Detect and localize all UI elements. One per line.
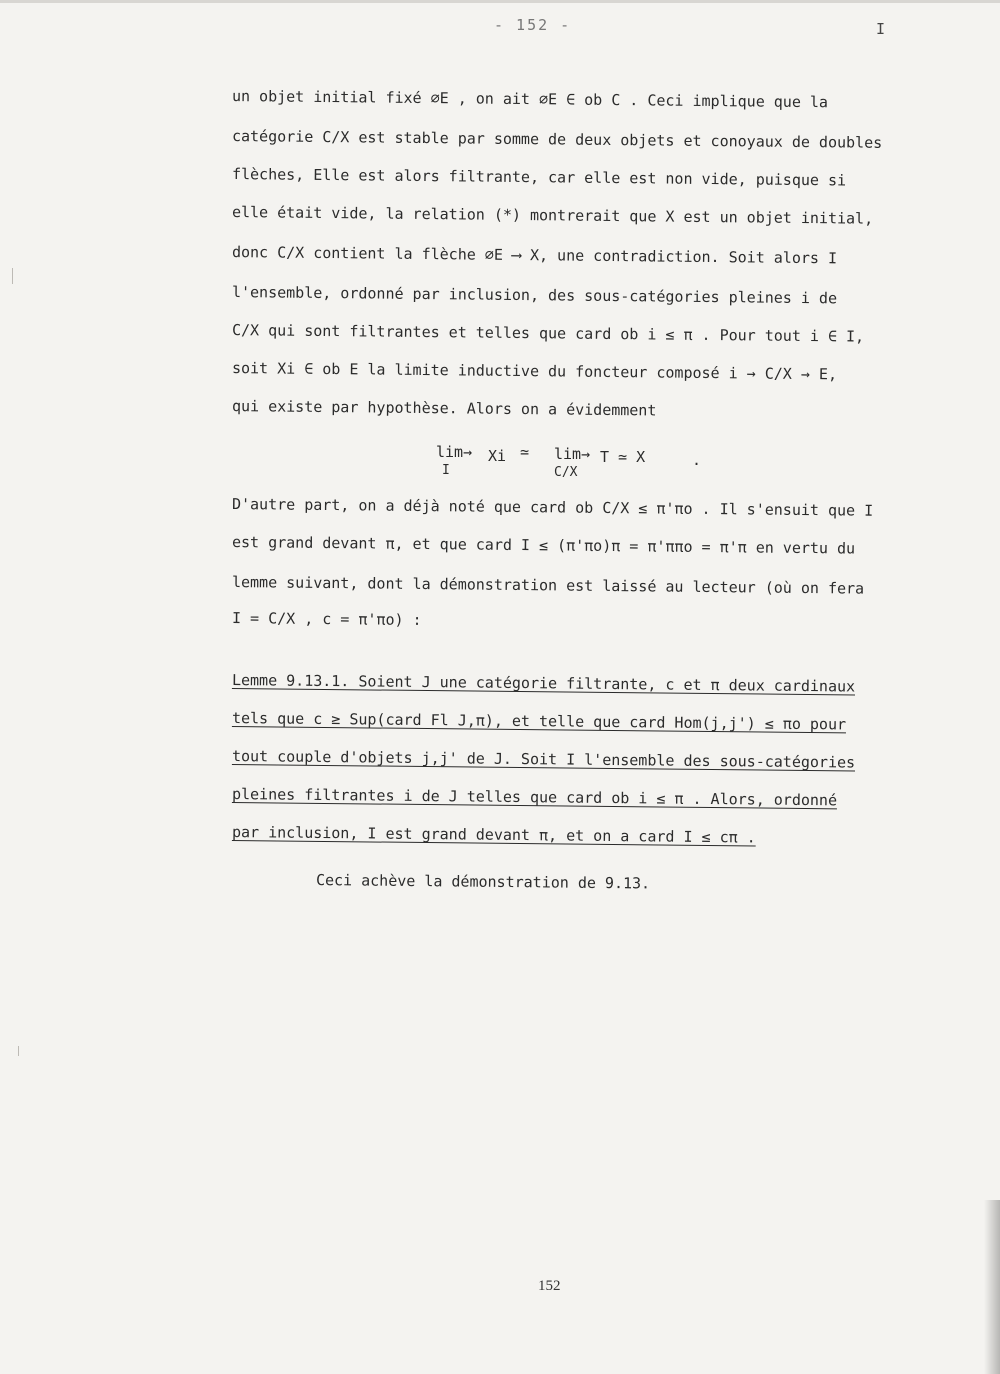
paragraph-line: un objet initial fixé ∅E , on ait ∅E ∈ ob C . Ceci implique que la [231,87,829,112]
closing-line: Ceci achève la démonstration de 9.13. [315,871,651,893]
lemma-line: tout couple d'objets j,j' de J. Soit I l'ensemble des sous-catégories [231,747,856,772]
paragraph-line: catégorie C/X est stable par somme de deux objets et conoyaux de doubles [231,127,883,152]
formula-lim-right: lim→ [554,445,591,463]
page-edge-shadow [984,1200,1000,1374]
lemma-line: tels que c ≥ Sup(card Fl J,π), et telle que card Hom(j,j') ≤ πo pour [231,709,847,734]
paragraph-line: elle était vide, la relation (*) montrerait que X est un objet initial, [231,203,874,228]
lemma-line: Lemme 9.13.1. Soient J une catégorie filtrante, c et π deux cardinaux [231,671,856,696]
paragraph-line: qui existe par hypothèse. Alors on a évidemment [231,397,657,420]
formula-end: . [692,451,702,469]
formula-index-right: C/X [554,465,578,480]
paragraph-line: D'autre part, on a déjà noté que card ob C/X ≤ π'πo . Il s'ensuit que I [231,495,874,520]
formula-index-left: I [442,463,450,478]
paragraph-line: lemme suivant, dont la démonstration est laissé au lecteur (où on fera [231,573,865,598]
paragraph-line: donc C/X contient la flèche ∅E ⟶ X, une contradiction. Soit alors I [231,243,838,268]
margin-mark [18,1046,19,1056]
formula-lim-left: lim→ [436,443,473,461]
margin-mark [12,268,13,284]
display-formula [436,443,736,487]
formula-approx: ≃ [520,443,530,461]
paragraph-line: flèches, Elle est alors filtrante, car elle est non vide, puisque si [231,165,847,190]
lemma-line: par inclusion, I est grand devant π, et on a card I ≤ cπ . [231,823,756,847]
paragraph-line: I = C/X , c = π'πo) : [231,609,422,629]
formula-term-right: T ≃ X [600,448,646,466]
lemma-line: pleines filtrantes i de J telles que card ob i ≤ π . Alors, ordonné [231,785,838,810]
header-page-number: - 152 - [494,16,572,34]
footer-page-number: 152 [538,1278,561,1294]
top-rule [0,0,1000,3]
formula-term-left: Xi [488,447,507,465]
paragraph-line: soit Xi ∈ ob E la limite inductive du foncteur composé i → C/X → E, [231,359,838,384]
paragraph-line: l'ensemble, ordonné par inclusion, des sous-catégories pleines i de [231,283,838,308]
header-section-mark: I [876,20,886,38]
paragraph-line: est grand devant π, et que card I ≤ (π'πo)π = π'ππo = π'π en vertu du [231,533,856,558]
paragraph-line: C/X qui sont filtrantes et telles que card ob i ≤ π . Pour tout i ∈ I, [231,321,865,346]
